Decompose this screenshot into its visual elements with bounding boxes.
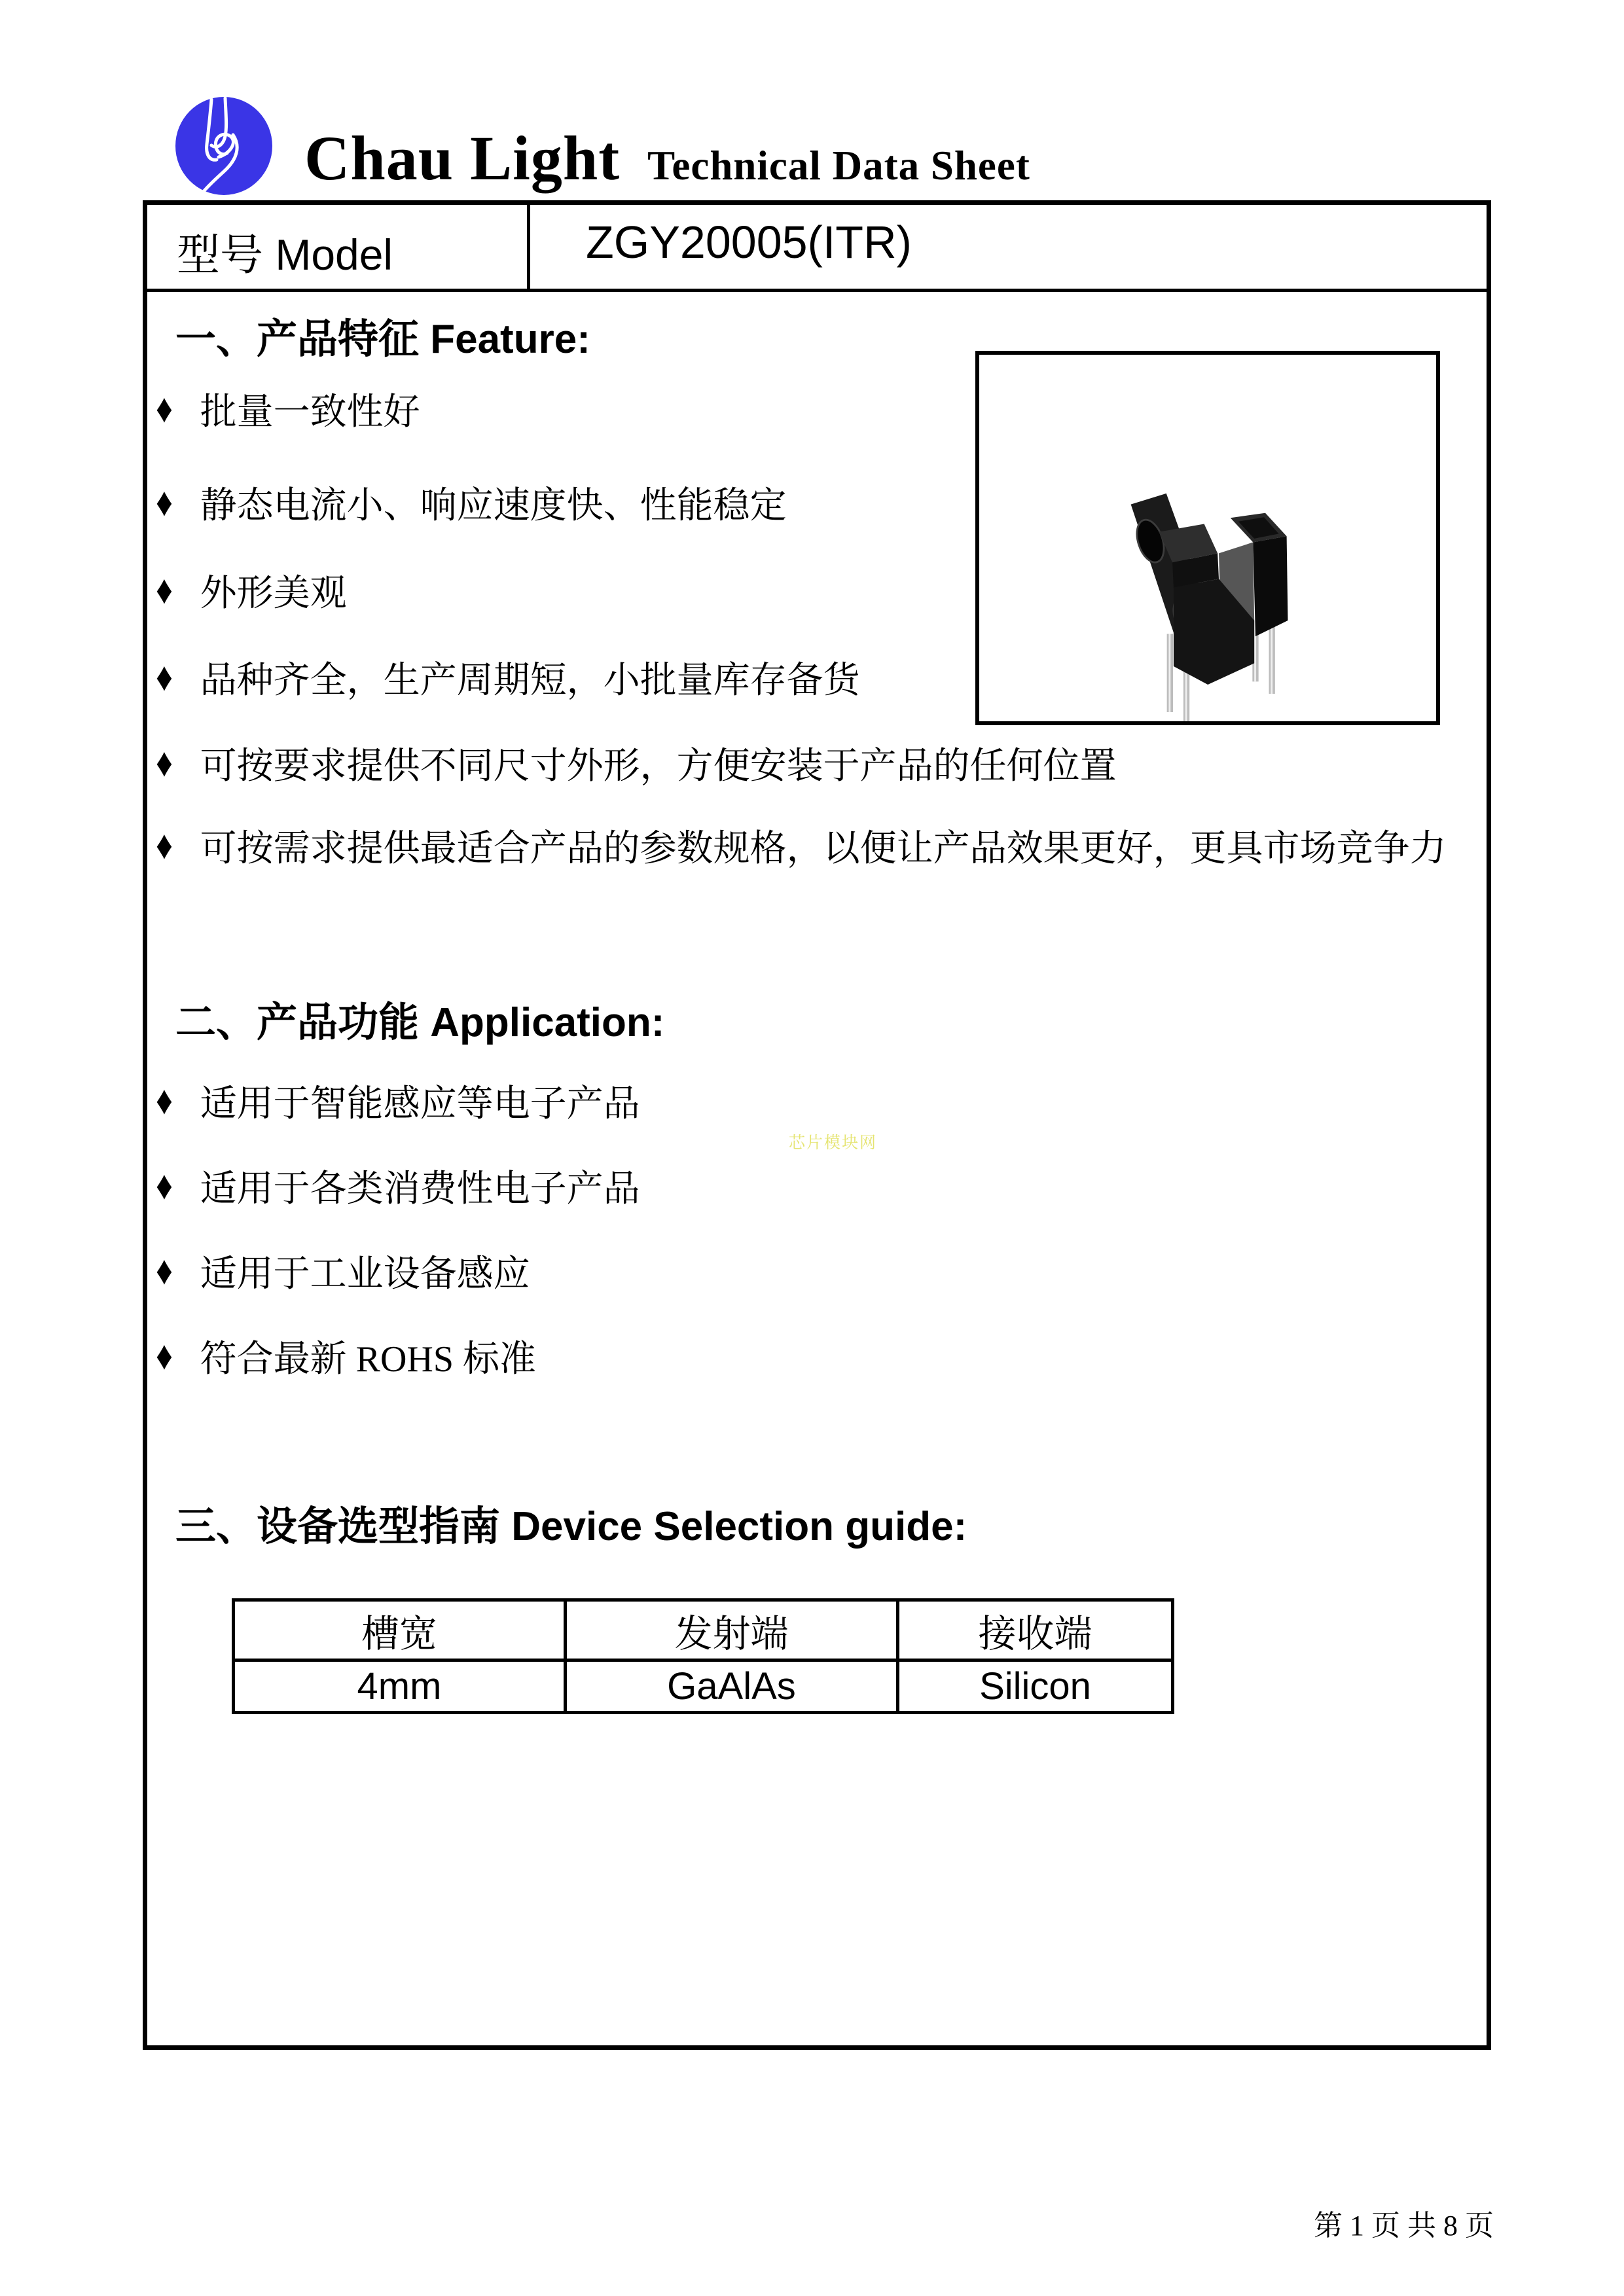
selection-table-cell: GaAlAs (566, 1660, 898, 1713)
feature-bullet (156, 564, 347, 617)
feature-bullet (156, 651, 860, 704)
selection-table-header-row (234, 1600, 1173, 1660)
bullet-diamond-icon: ♦ (156, 1334, 173, 1378)
feature-bullet (156, 476, 787, 529)
bullet-diamond-icon: ♦ (156, 480, 173, 525)
bullet-diamond-icon: ♦ (156, 1249, 173, 1293)
chau-light-logo-icon (175, 97, 272, 195)
model-label: 型号 Model (177, 230, 393, 279)
selection-table-cell: Silicon (898, 1660, 1173, 1713)
model-row-bottom-border (143, 289, 1491, 292)
feature-bullet (156, 383, 420, 435)
application-bullet (156, 1245, 530, 1297)
document-subtitle: Technical Data Sheet (647, 143, 1030, 188)
application-bullet-text: 适用于各类消费性电子产品 (200, 1169, 640, 1210)
bullet-diamond-icon: ♦ (156, 741, 173, 785)
brand-name: Chau Light (304, 123, 621, 193)
selection-section-title: 三、设备选型指南 Device Selection guide: (175, 1504, 967, 1549)
product-photo-frame (975, 351, 1440, 725)
selection-table-data-row (234, 1660, 1173, 1713)
application-bullet-text: 符合最新 ROHS 标准 (200, 1339, 537, 1380)
application-bullet-text: 适用于智能感应等电子产品 (200, 1084, 640, 1124)
selection-table-header: 接收端 (898, 1600, 1173, 1660)
application-section-title: 二、产品功能 Application: (175, 1000, 665, 1045)
feature-bullet-text: 可按需求提供最适合产品的参数规格，以便让产品效果更好，更具市场竞争力 (200, 829, 1447, 869)
feature-bullet-text: 可按要求提供不同尺寸外形，方便安装于产品的任何位置 (200, 746, 1117, 787)
selection-table-header: 槽宽 (234, 1600, 566, 1660)
application-bullet (156, 1160, 640, 1212)
slot-photo-interrupter-image (1071, 474, 1367, 730)
bullet-diamond-icon: ♦ (156, 568, 173, 613)
bullet-diamond-icon: ♦ (156, 823, 173, 868)
feature-bullet-text: 批量一致性好 (200, 392, 420, 433)
feature-bullet (156, 819, 1447, 872)
application-bullet-text: 适用于工业设备感应 (200, 1254, 530, 1295)
selection-table (232, 1598, 1174, 1714)
model-value: ZGY20005(ITR) (586, 217, 912, 268)
bullet-diamond-icon: ♦ (156, 1164, 173, 1208)
bullet-diamond-icon: ♦ (156, 387, 173, 431)
bullet-diamond-icon: ♦ (156, 655, 173, 700)
feature-bullet-text: 品种齐全，生产周期短，小批量库存备货 (200, 660, 860, 701)
feature-bullet-text: 外形美观 (200, 573, 347, 614)
site-watermark: 芯片模块网 (789, 1134, 878, 1152)
bullet-diamond-icon: ♦ (156, 1079, 173, 1123)
document-title (304, 122, 1030, 194)
application-bullet (156, 1330, 536, 1382)
model-row-divider (527, 200, 530, 292)
selection-table-cell: 4mm (234, 1660, 566, 1713)
page-number: 第 1 页 共 8 页 (1314, 2210, 1494, 2242)
selection-table-header: 发射端 (566, 1600, 898, 1660)
feature-section-title: 一、产品特征 Feature: (175, 317, 590, 362)
feature-bullet (156, 737, 1117, 789)
application-bullet (156, 1075, 640, 1127)
feature-bullet-text: 静态电流小、响应速度快、性能稳定 (200, 486, 787, 526)
